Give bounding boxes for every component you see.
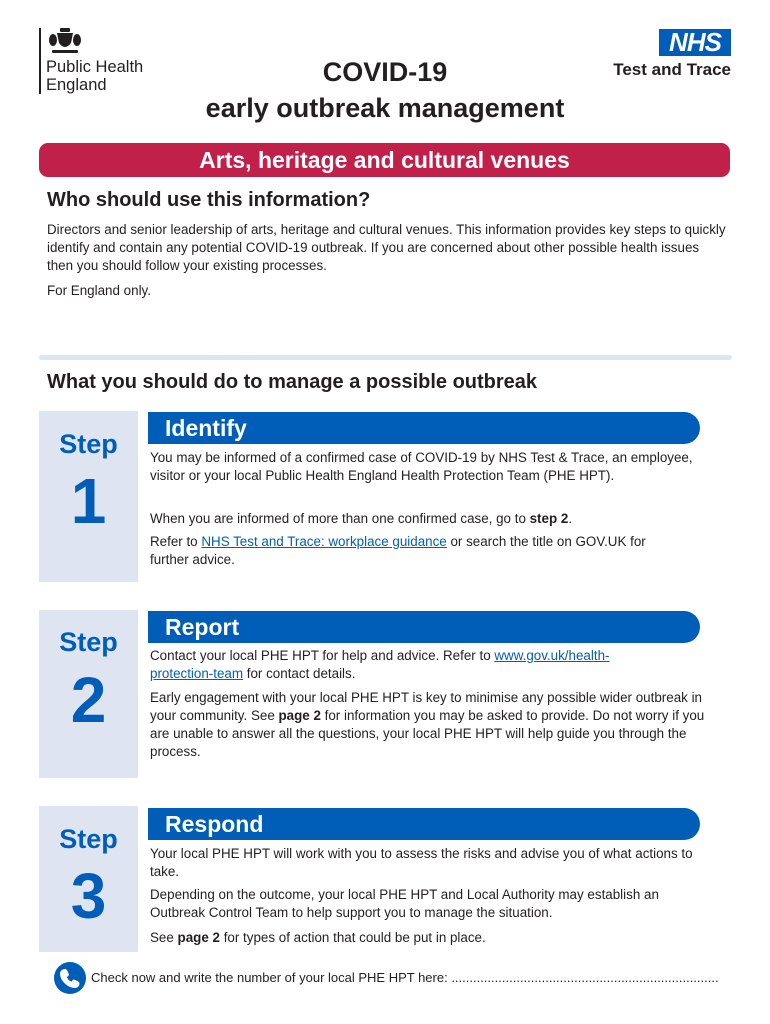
step-3-paragraph-2: Depending on the outcome, your local PHE HPT and Local Authority may establish an Outbreak Control Team to help support you to manage the situation. — [150, 887, 659, 920]
step-1-paragraph-3: Refer to NHS Test and Trace: workplace guidance or search the title on GOV.UK for further advice. — [150, 534, 646, 567]
workplace-guidance-link[interactable]: NHS Test and Trace: workplace guidance — [201, 534, 447, 549]
nhs-logo: NHS — [659, 29, 731, 56]
step-1-paragraph-1: You may be informed of a confirmed case of COVID-19 by NHS Test & Trace, an employee, visitor or your local Public Health England Health Protection Team (PHE HPT). — [150, 450, 693, 483]
page-2-reference: page 2 — [278, 708, 321, 723]
sector-banner: Arts, heritage and cultural venues — [39, 143, 730, 177]
hpt-number-prompt: Check now and write the number of your local PHE HPT here: .......................................................................... — [91, 970, 719, 985]
page-title-line1: COVID-19 — [322, 57, 448, 87]
step-2-box — [39, 610, 138, 778]
who-paragraph: Directors and senior leadership of arts, heritage and cultural venues. This information provides key steps to quickly identify and contain any potential COVID-19 outbreak. If you are concerned about other possible health issues then you should follow your existing processes. — [47, 222, 726, 273]
step-1-title: Identify — [148, 412, 700, 444]
step-3-paragraph-3: See page 2 for types of action that could be put in place. — [150, 930, 486, 945]
step-3-label: Step — [59, 824, 118, 854]
phone-icon — [54, 962, 86, 994]
step-3-box — [39, 806, 138, 952]
step-2-label: Step — [59, 627, 118, 657]
step-1-label: Step — [59, 429, 118, 459]
section-divider — [39, 355, 732, 360]
step-1-number: 1 — [70, 465, 107, 537]
royal-crest-icon — [48, 28, 82, 56]
step-2-paragraph-2: Early engagement with your local PHE HPT is key to minimise any possible wider outbreak in your community. See page 2 for information you may be asked to provide. Do not worry if you are unable to answer all the questions, your local PHE HPT will help guide you through the process. — [150, 690, 705, 759]
step-2-paragraph-1: Contact your local PHE HPT for help and advice. Refer to www.gov.uk/health-protection-team for contact details. — [150, 648, 610, 681]
step-3-number: 3 — [70, 860, 107, 932]
who-heading: Who should use this information? — [47, 189, 371, 211]
step-3-title: Respond — [148, 808, 700, 840]
step-1-paragraph-2: When you are informed of more than one confirmed case, go to step 2. — [150, 511, 573, 526]
step-2-number: 2 — [70, 664, 107, 736]
step-2-title: Report — [148, 611, 700, 643]
england-only-note: For England only. — [47, 283, 151, 298]
page-2-reference: page 2 — [177, 930, 220, 945]
page-title-line2: early outbreak management — [205, 93, 565, 123]
step-1-box — [39, 411, 138, 582]
step-3-paragraph-1: Your local PHE HPT will work with you to assess the risks and advise you of what actions to take. — [150, 846, 693, 879]
what-heading: What you should do to manage a possible outbreak — [47, 371, 538, 393]
step-2-reference: step 2 — [529, 511, 569, 526]
phe-logo-text: Public Health England — [46, 58, 144, 94]
health-protection-team-link[interactable]: www.gov.uk/health-protection-team — [150, 648, 610, 681]
nhs-logo-tagline: Test and Trace — [613, 60, 731, 79]
